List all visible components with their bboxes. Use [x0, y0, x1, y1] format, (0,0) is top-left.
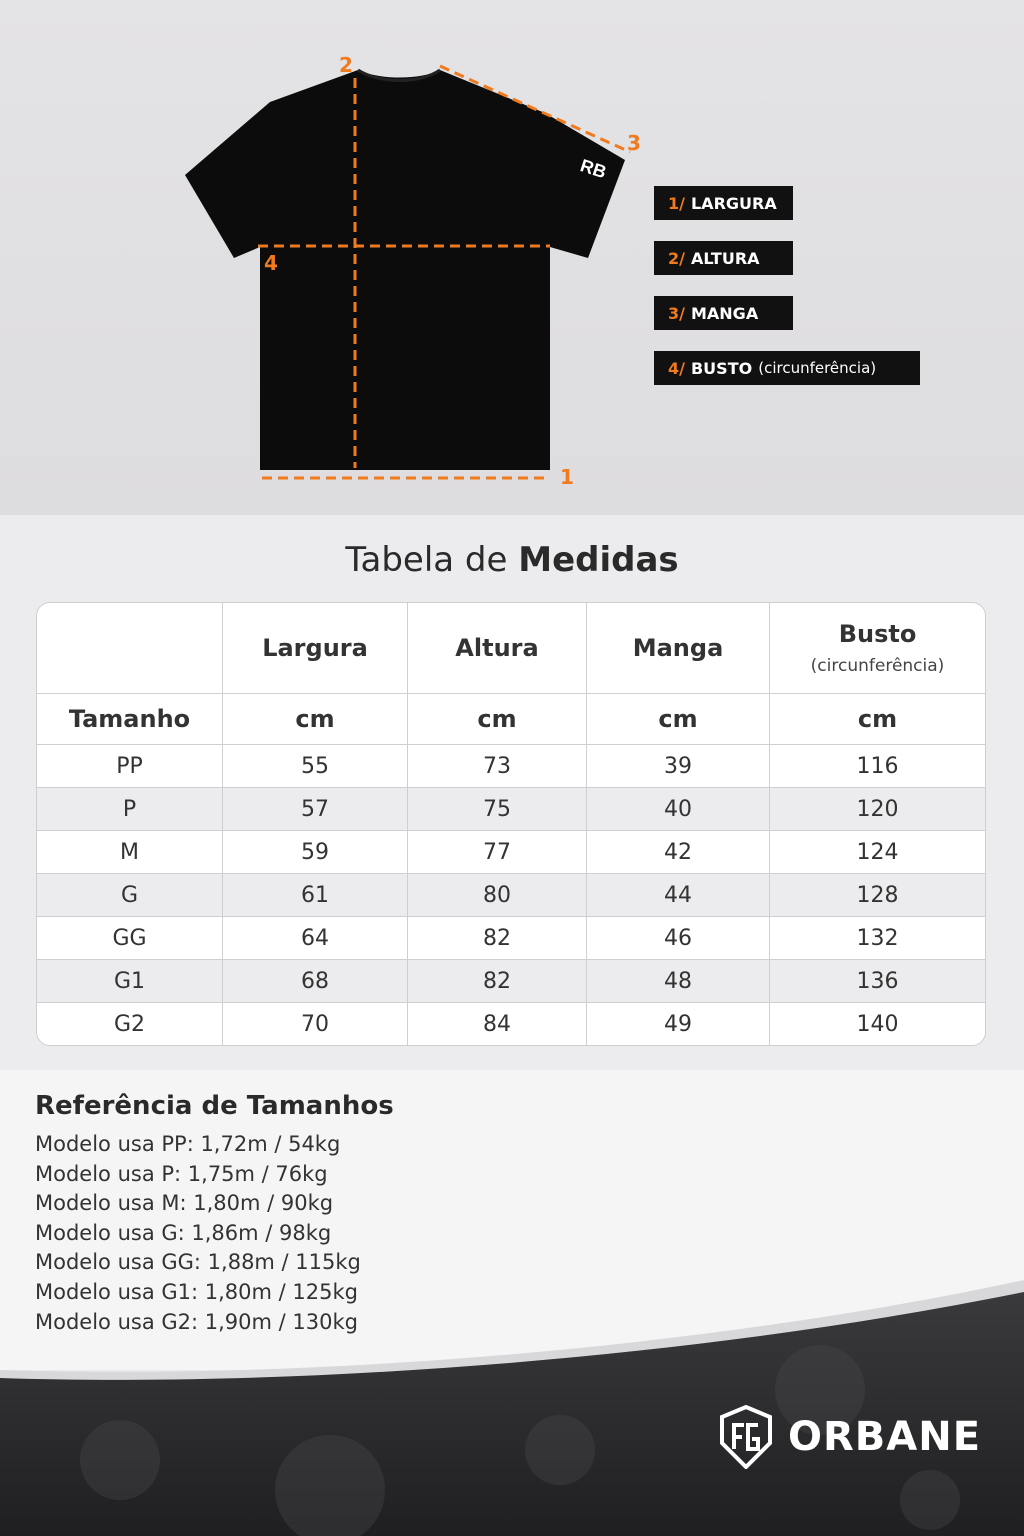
- legend-altura: [654, 241, 793, 275]
- value-cell: 82: [408, 960, 587, 1003]
- header-busto: Busto (circunferência): [770, 603, 985, 694]
- list-item: Modelo usa G2: 1,90m / 130kg: [35, 1309, 358, 1334]
- size-cell: M: [37, 831, 223, 874]
- value-cell: 70: [223, 1003, 408, 1045]
- legend-number: 2/: [668, 248, 685, 268]
- legend-label: MANGA: [690, 303, 759, 323]
- value-cell: 124: [770, 831, 985, 874]
- unit-cell: cm: [223, 694, 408, 745]
- unit-cell: cm: [408, 694, 587, 745]
- value-cell: 42: [587, 831, 770, 874]
- value-cell: 48: [587, 960, 770, 1003]
- value-cell: 57: [223, 788, 408, 831]
- reference-title: Referência de Tamanhos: [35, 1091, 394, 1121]
- legend-number: 4/: [668, 358, 685, 378]
- size-cell: G1: [37, 960, 223, 1003]
- table-row: [37, 1003, 985, 1045]
- value-cell: 59: [223, 831, 408, 874]
- list-item: Modelo usa G: 1,86m / 98kg: [35, 1220, 332, 1245]
- header-manga: Manga: [587, 603, 770, 694]
- table-row: [37, 917, 985, 960]
- marker-4: 4: [264, 251, 278, 275]
- size-cell: G: [37, 874, 223, 917]
- unit-cell: cm: [587, 694, 770, 745]
- list-item: Modelo usa M: 1,80m / 90kg: [35, 1191, 334, 1216]
- value-cell: 82: [408, 917, 587, 960]
- table-row: [37, 960, 985, 1003]
- value-cell: 132: [770, 917, 985, 960]
- value-cell: 73: [408, 745, 587, 788]
- marker-2: 2: [339, 53, 353, 77]
- shield-monogram-icon: [718, 1405, 774, 1469]
- brand-logo: [718, 1405, 981, 1469]
- legend-manga: [654, 296, 793, 330]
- value-cell: 44: [587, 874, 770, 917]
- tshirt-icon: [185, 70, 625, 470]
- marker-1: 1: [560, 465, 574, 489]
- table-row: [37, 788, 985, 831]
- value-cell: 77: [408, 831, 587, 874]
- header-size: [37, 603, 223, 694]
- size-cell: GG: [37, 917, 223, 960]
- size-cell: PP: [37, 745, 223, 788]
- tshirt-diagram: [0, 0, 1024, 515]
- value-cell: 46: [587, 917, 770, 960]
- value-cell: 80: [408, 874, 587, 917]
- list-item: Modelo usa P: 1,75m / 76kg: [35, 1161, 328, 1186]
- header-largura: Largura: [223, 603, 408, 694]
- value-cell: 84: [408, 1003, 587, 1045]
- size-cell: P: [37, 788, 223, 831]
- value-cell: 55: [223, 745, 408, 788]
- sleeve-logo: RB: [577, 155, 609, 183]
- footer-band: [0, 1270, 1024, 1536]
- unit-cell: cm: [770, 694, 985, 745]
- value-cell: 120: [770, 788, 985, 831]
- list-item: Modelo usa PP: 1,72m / 54kg: [35, 1132, 341, 1156]
- value-cell: 140: [856, 1011, 899, 1037]
- legend-busto: [654, 351, 920, 385]
- table-row: [37, 745, 985, 788]
- legend-largura: [654, 186, 793, 220]
- value-cell: 40: [587, 788, 770, 831]
- value-cell: 49: [587, 1003, 770, 1045]
- header-altura: Altura: [408, 603, 587, 694]
- table-title: [0, 540, 1024, 580]
- legend-note: (circunferência): [758, 359, 877, 377]
- legend-label: ALTURA: [690, 248, 760, 268]
- list-item: Modelo usa GG: 1,88m / 115kg: [35, 1250, 361, 1275]
- value-cell: 39: [587, 745, 770, 788]
- value-cell: 64: [223, 917, 408, 960]
- table-row: [37, 831, 985, 874]
- table-title-light: Tabela de: [345, 540, 508, 580]
- table-row: [37, 874, 985, 917]
- value-cell: 116: [770, 745, 985, 788]
- unit-cell: Tamanho: [37, 694, 223, 745]
- value-cell: 128: [770, 874, 985, 917]
- value-cell: 61: [223, 874, 408, 917]
- value-cell: 68: [223, 960, 408, 1003]
- brand-name: ORBANE: [788, 1414, 982, 1460]
- header-busto-sub: (circunferência): [810, 656, 945, 676]
- table-unit-row: [37, 694, 985, 745]
- marker-3: 3: [627, 131, 641, 155]
- size-cell: G2: [37, 1003, 223, 1045]
- legend-label: LARGURA: [690, 193, 777, 213]
- value-cell: 75: [408, 788, 587, 831]
- legend-label: BUSTO: [690, 358, 753, 378]
- legend-number: 1/: [668, 193, 685, 213]
- size-table: [36, 602, 986, 1046]
- table-header-row: [37, 603, 985, 694]
- list-item: Modelo usa G1: 1,80m / 125kg: [35, 1279, 358, 1304]
- legend-number: 3/: [668, 303, 685, 323]
- table-title-bold: Medidas: [518, 540, 679, 580]
- value-cell: 136: [770, 960, 985, 1003]
